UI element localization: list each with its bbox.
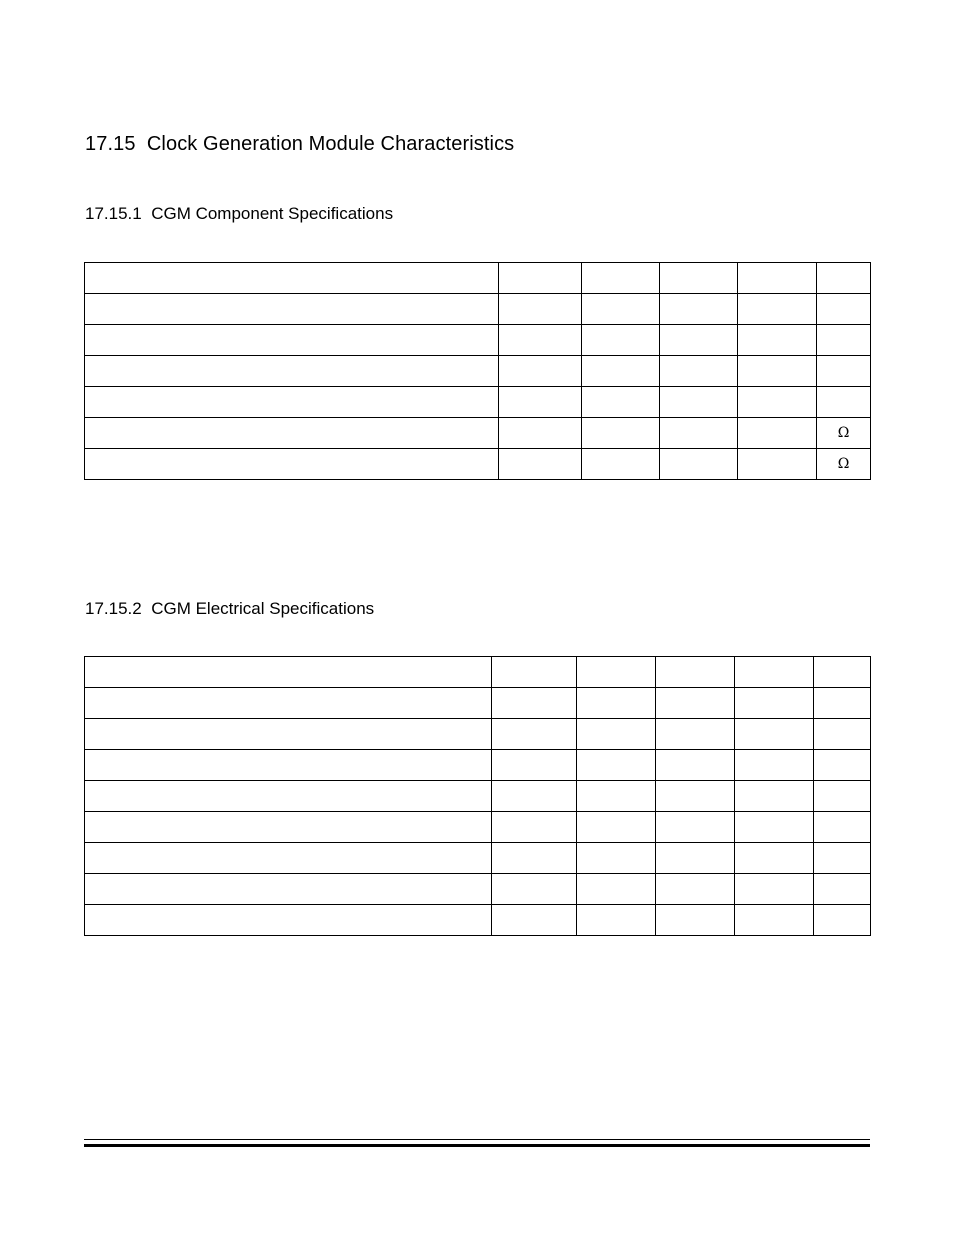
- table-cell: [85, 750, 492, 781]
- table-cell: [735, 905, 814, 936]
- table-cell: [492, 719, 577, 750]
- table-cell: [492, 843, 577, 874]
- table-cell: [656, 905, 735, 936]
- table-cell: [85, 781, 492, 812]
- table-cell: [738, 387, 817, 418]
- table-cell: [85, 688, 492, 719]
- table-cell: [85, 874, 492, 905]
- table-cell: [582, 294, 660, 325]
- table-cell: [577, 719, 656, 750]
- table-row: [85, 688, 871, 719]
- component-specs-table: [84, 262, 871, 480]
- table-row: [85, 294, 871, 325]
- table-cell: [85, 905, 492, 936]
- table-cell: [660, 449, 738, 480]
- table-cell: [814, 719, 871, 750]
- table-cell: [656, 843, 735, 874]
- table-row: [85, 449, 871, 480]
- table-cell: [492, 750, 577, 781]
- table-cell: [735, 657, 814, 688]
- table-cell: [582, 449, 660, 480]
- table-row: [85, 657, 871, 688]
- table-cell: [492, 812, 577, 843]
- table-cell: [735, 688, 814, 719]
- table-cell: [85, 325, 499, 356]
- section-title: [85, 133, 514, 156]
- subsection-number: 17.15.2: [85, 599, 142, 618]
- subsection-title-text: CGM Electrical Specifications: [151, 599, 375, 618]
- table-cell: [738, 263, 817, 294]
- table-cell: [577, 843, 656, 874]
- table-cell: [85, 263, 499, 294]
- table-cell: [582, 356, 660, 387]
- table-cell: [735, 874, 814, 905]
- table-cell: [499, 325, 582, 356]
- table-cell: [738, 449, 817, 480]
- section-number: 17.15: [85, 133, 136, 155]
- table-row: [85, 719, 871, 750]
- table-cell: [85, 657, 492, 688]
- table-cell: [577, 688, 656, 719]
- table-cell: [582, 387, 660, 418]
- table-cell: [660, 387, 738, 418]
- table-cell: [85, 719, 492, 750]
- table-cell: [492, 905, 577, 936]
- table-cell: [582, 418, 660, 449]
- table-cell: [814, 657, 871, 688]
- table-cell: [492, 874, 577, 905]
- table-row: [85, 263, 871, 294]
- table-cell: [814, 781, 871, 812]
- table-cell: [656, 781, 735, 812]
- table-cell: [660, 294, 738, 325]
- footer-rule-thick: [84, 1144, 870, 1147]
- table-cell: [499, 294, 582, 325]
- table-cell: [577, 750, 656, 781]
- table-cell: [814, 874, 871, 905]
- table-cell: [817, 356, 871, 387]
- table-cell: [660, 325, 738, 356]
- table-cell: [85, 418, 499, 449]
- table-cell: [814, 812, 871, 843]
- table-cell: [735, 750, 814, 781]
- table-cell: [656, 750, 735, 781]
- table-cell: [85, 449, 499, 480]
- table-cell: [817, 387, 871, 418]
- table-cell: [735, 719, 814, 750]
- table-row: [85, 325, 871, 356]
- table-cell: [85, 843, 492, 874]
- table-cell: [660, 418, 738, 449]
- table-row: [85, 874, 871, 905]
- table-cell: [735, 812, 814, 843]
- table-row: [85, 387, 871, 418]
- table-cell: [577, 657, 656, 688]
- table-cell: [660, 356, 738, 387]
- table-cell: [738, 294, 817, 325]
- table-cell: [85, 294, 499, 325]
- table-cell: [85, 356, 499, 387]
- table-cell: Ω: [817, 449, 871, 480]
- electrical-specs-body: [85, 657, 871, 936]
- table-cell: [499, 449, 582, 480]
- table-cell: [735, 843, 814, 874]
- table-cell: [577, 905, 656, 936]
- table-cell: [735, 781, 814, 812]
- table-row: [85, 750, 871, 781]
- table-cell: [738, 418, 817, 449]
- table-cell: Ω: [817, 418, 871, 449]
- electrical-specs-table: [84, 656, 871, 936]
- section-title-text: Clock Generation Module Characteristics: [146, 133, 515, 155]
- subsection-title-electrical: [85, 599, 374, 619]
- footer-rule-thin: [84, 1139, 870, 1140]
- table-cell: [817, 263, 871, 294]
- table-cell: [577, 874, 656, 905]
- table-cell: [582, 325, 660, 356]
- table-cell: [492, 781, 577, 812]
- table-row: [85, 356, 871, 387]
- table-cell: [656, 657, 735, 688]
- table-cell: [738, 325, 817, 356]
- table-row: [85, 781, 871, 812]
- table-cell: [499, 387, 582, 418]
- subsection-title-text: CGM Component Specifications: [151, 204, 394, 223]
- subsection-number: 17.15.1: [85, 204, 142, 223]
- table-cell: [492, 688, 577, 719]
- table-cell: [656, 874, 735, 905]
- table-cell: [817, 325, 871, 356]
- table-cell: [577, 812, 656, 843]
- table-cell: [814, 750, 871, 781]
- table-cell: [492, 657, 577, 688]
- table-cell: [656, 688, 735, 719]
- table-cell: [814, 843, 871, 874]
- table-row: [85, 812, 871, 843]
- table-row: [85, 418, 871, 449]
- table-cell: [499, 263, 582, 294]
- table-cell: [817, 294, 871, 325]
- table-cell: [656, 812, 735, 843]
- table-cell: [499, 418, 582, 449]
- table-row: [85, 905, 871, 936]
- table-cell: [499, 356, 582, 387]
- table-cell: [656, 719, 735, 750]
- table-cell: [738, 356, 817, 387]
- table-cell: [660, 263, 738, 294]
- subsection-title-component: [85, 204, 393, 224]
- table-row: [85, 843, 871, 874]
- component-specs-body: [85, 263, 871, 480]
- table-cell: [582, 263, 660, 294]
- table-cell: [577, 781, 656, 812]
- table-cell: [814, 905, 871, 936]
- table-cell: [85, 387, 499, 418]
- table-cell: [814, 688, 871, 719]
- table-cell: [85, 812, 492, 843]
